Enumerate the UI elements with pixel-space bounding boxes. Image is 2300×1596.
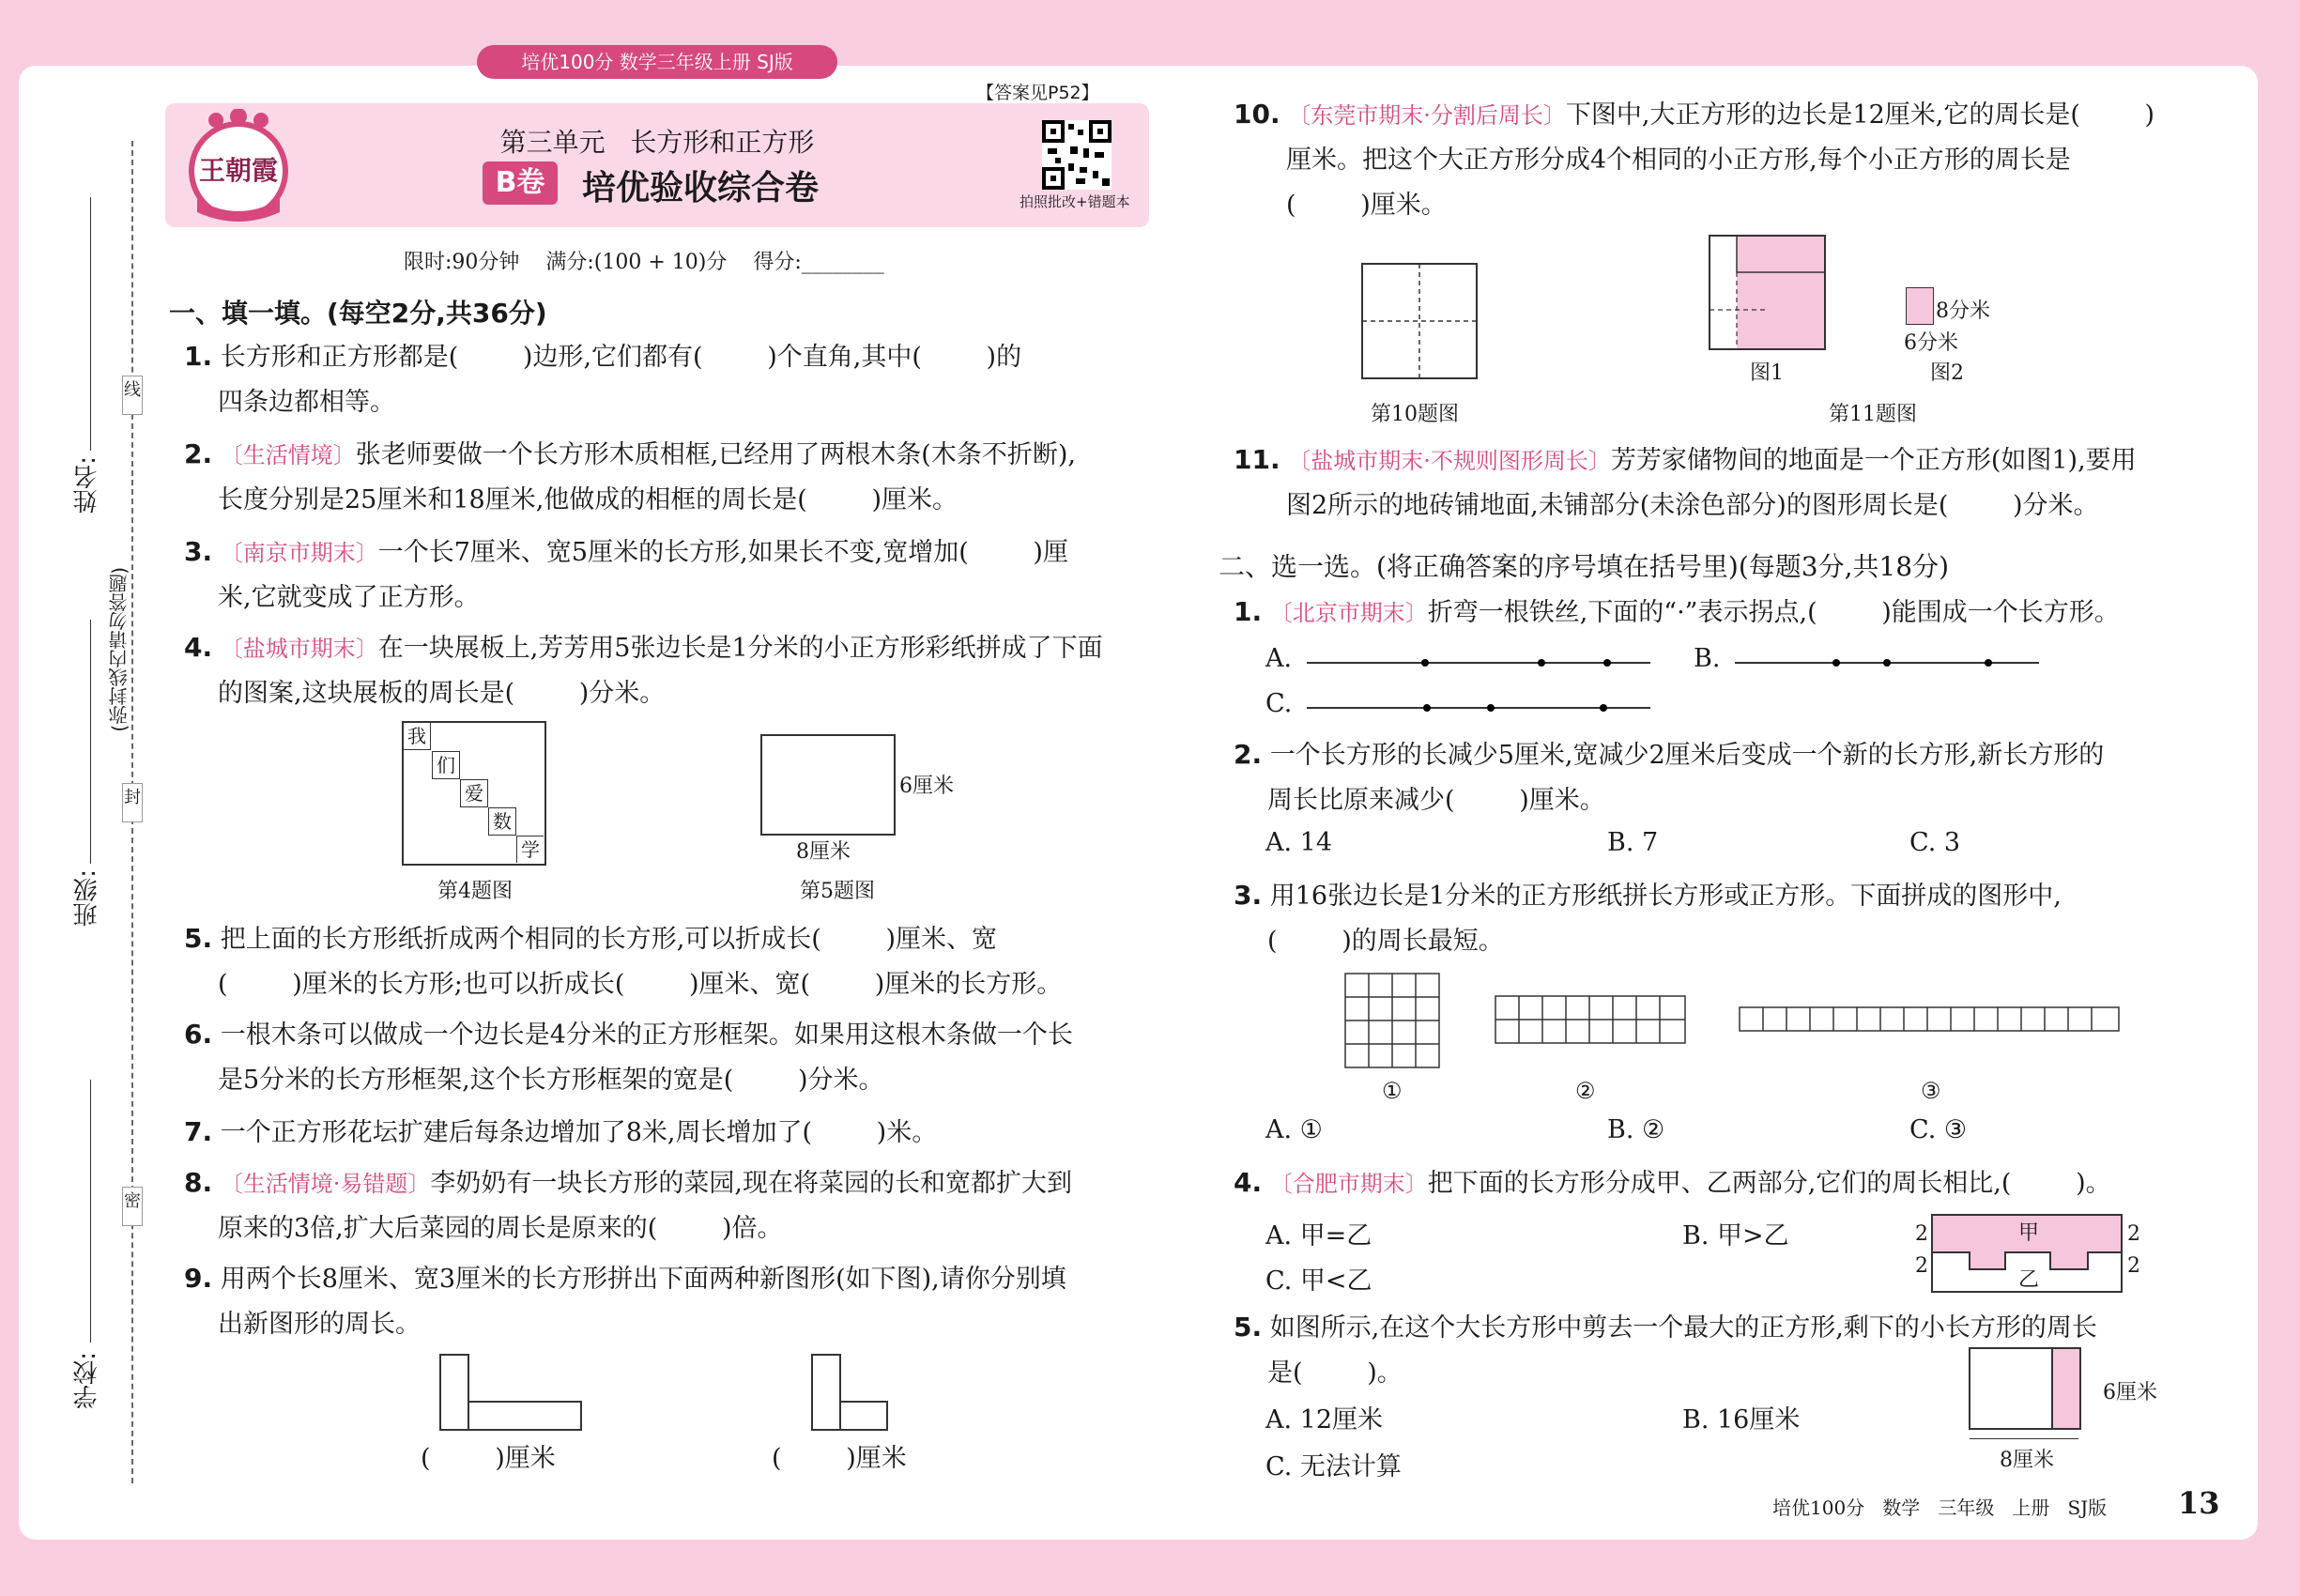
q1-number: 1.	[184, 341, 213, 372]
volume-label: B卷	[483, 161, 558, 205]
s2-q3-label-2: ②	[1575, 1078, 1596, 1104]
s2-q1-wire-a	[1307, 653, 1654, 676]
page-number: 13	[2178, 1485, 2220, 1521]
s2-q5-line1: 如图所示,在这个大长方形中剪去一个最大的正方形,剩下的小长方形的周长	[1269, 1313, 2097, 1343]
q2-number: 2.	[184, 438, 213, 469]
q2-tag: 〔生活情境〕	[220, 442, 356, 468]
s2-q1-wire-c	[1307, 698, 1654, 721]
q9-answer-1[interactable]: ( )厘米	[421, 1444, 556, 1473]
name-label: 姓名:	[73, 456, 101, 514]
fig5-bottom-label: 8厘米	[796, 840, 851, 864]
q6-number: 6.	[184, 1019, 213, 1050]
q6	[184, 1012, 1073, 1103]
s2-q4-dim-right-top: 2	[2127, 1222, 2140, 1246]
q2-line1: 张老师要做一个长方形木质相框,已经用了两根木条(木条不折断),	[355, 440, 1076, 469]
s2-q4-option-a[interactable]: A. 甲=乙	[1265, 1221, 1372, 1251]
answer-reference: 【答案见P52】	[976, 83, 1099, 103]
q10-number: 10.	[1234, 99, 1280, 130]
q9	[184, 1256, 1066, 1347]
q11-tile	[1906, 287, 1934, 325]
q11-tile-height: 8分米	[1936, 299, 1990, 323]
unit-title: 第三单元 长方形和正方形	[499, 127, 815, 158]
q10-line1: 下图中,大正方形的边长是12厘米,它的周长是( )	[1565, 100, 2155, 130]
q9-number: 9.	[184, 1263, 213, 1294]
s2-q3-figure-3	[1739, 1006, 2122, 1038]
s2-q3-line1: 用16张边长是1分米的正方形纸拼长方形或正方形。下面拼成的图形中,	[1269, 882, 2062, 911]
s2-q5-bottom-dimension	[1970, 1438, 2078, 1439]
q8-line2: 原来的3倍,扩大后菜园的周长是原来的( )倍。	[218, 1214, 783, 1243]
s2-q1-line1: 折弯一根铁丝,下面的“·”表示拐点,( )能围成一个长方形。	[1427, 598, 2120, 627]
q11	[1234, 437, 2137, 529]
s2-q2-number: 2.	[1234, 739, 1263, 770]
s2-q3-option-c[interactable]: C. ③	[1909, 1115, 1968, 1144]
q5-line2: ( )厘米的长方形;也可以折成长( )厘米、宽( )厘米的长方形。	[218, 970, 1063, 999]
q7	[184, 1110, 937, 1156]
q10	[1234, 92, 2154, 228]
s2-q1-tag: 〔北京市期末〕	[1269, 600, 1428, 626]
q2	[184, 432, 1076, 523]
fig4-cell-2: 们	[432, 751, 460, 779]
q3-number: 3.	[184, 536, 213, 567]
s2-q2-option-b[interactable]: B. 7	[1607, 828, 1659, 857]
fig4-caption: 第4题图	[437, 880, 513, 903]
figure-q5-rect	[760, 734, 896, 836]
qr-code[interactable]	[1042, 120, 1112, 190]
q10-line2: 厘米。把这个大正方形分成4个相同的小正方形,每个小正方形的周长是	[1286, 146, 2071, 175]
s2-q2-line1: 一个长方形的长减少5厘米,宽减少2厘米后变成一个新的长方形,新长方形的	[1269, 741, 2105, 770]
s2-q5-line2: 是( )。	[1267, 1358, 1403, 1388]
s2-q1	[1234, 590, 2120, 636]
q4-line2: 的图案,这块展板的周长是( )分米。	[218, 679, 666, 708]
q8	[184, 1160, 1072, 1251]
figure-q4	[402, 721, 546, 866]
s2-q3-option-b[interactable]: B. ②	[1607, 1115, 1665, 1144]
q8-tag: 〔生活情境·易错题〕	[220, 1171, 431, 1197]
qr-caption: 拍照批改+错题本	[1020, 193, 1130, 210]
s2-q5-side-label: 6厘米	[2103, 1381, 2157, 1404]
footer-text: 培优100分 数学 三年级 上册 SJ版	[1772, 1496, 2108, 1519]
s2-q4-option-b[interactable]: B. 甲>乙	[1682, 1221, 1789, 1251]
q4-tag: 〔盐城市期末〕	[220, 636, 378, 662]
school-label: 学校:	[73, 1352, 101, 1409]
q2-line2: 长度分别是25厘米和18厘米,他做成的相框的周长是( )厘米。	[218, 485, 958, 514]
s2-q3-figure-1	[1344, 973, 1442, 1074]
q5-line1: 把上面的长方形纸折成两个相同的长方形,可以折成长( )厘米、宽	[220, 925, 998, 954]
s2-q3-line2: ( )的周长最短。	[1267, 927, 1504, 956]
q10-tag: 〔东莞市期末·分割后周长〕	[1288, 102, 1566, 129]
q8-line1: 李奶奶有一块长方形的菜园,现在将菜园的长和宽都扩大到	[430, 1169, 1072, 1198]
logo-text: 王朝霞	[198, 155, 278, 186]
q11-number: 11.	[1234, 444, 1280, 475]
school-underline	[90, 1080, 91, 1343]
s2-q4-tag: 〔合肥市期末〕	[1269, 1171, 1428, 1197]
s2-q2-line2: 周长比原来减少( )厘米。	[1267, 786, 1605, 815]
q10-figure	[1361, 263, 1480, 385]
q9-answer-2[interactable]: ( )厘米	[772, 1444, 907, 1473]
fig4-cell-1: 我	[404, 723, 431, 750]
meta-line: 限时:90分钟 满分:(100 + 10)分 得分:________	[404, 251, 884, 274]
q3-line1: 一个长7厘米、宽5厘米的长方形,如果长不变,宽增加( )厘	[377, 538, 1068, 567]
s2-q4-jia: 甲	[2018, 1221, 2040, 1245]
q7-line1: 一个正方形花坛扩建后每条边增加了8米,周长增加了( )米。	[220, 1118, 938, 1147]
s2-q4-yi: 乙	[2018, 1268, 2040, 1292]
q1-line1: 长方形和正方形都是( )边形,它们都有( )个直角,其中( )的	[220, 343, 1022, 372]
fig5-side-label: 6厘米	[899, 775, 954, 798]
q11-line2: 图2所示的地砖铺地面,未铺部分(未涂色部分)的图形周长是( )分米。	[1286, 491, 2099, 520]
s2-q2-option-c[interactable]: C. 3	[1909, 828, 1961, 857]
fig4-cell-3: 爱	[460, 779, 488, 807]
s2-q2	[1234, 732, 2104, 823]
q9-line1: 用两个长8厘米、宽3厘米的长方形拼出下面两种新图形(如下图),请你分别填	[220, 1265, 1066, 1294]
q6-line1: 一根木条可以做成一个边长是4分米的正方形框架。如果用这根木条做一个长	[220, 1021, 1073, 1050]
s2-q5-option-b[interactable]: B. 16厘米	[1682, 1405, 1801, 1435]
name-underline	[90, 197, 91, 451]
s2-q1-wire-b	[1735, 653, 2045, 676]
fig4-cell-4: 数	[488, 807, 516, 836]
q4-line1: 在一块展板上,芳芳用5张边长是1分米的小正方形彩纸拼成了下面	[377, 634, 1103, 663]
q11-figure-1	[1709, 235, 1827, 355]
q11-fig2-label: 图2	[1930, 361, 1964, 385]
q3	[184, 529, 1068, 621]
q11-line1: 芳芳家储物间的地面是一个正方形(如图1),要用	[1610, 446, 2137, 475]
top-band: 培优100分 数学三年级上册 SJ版	[477, 45, 837, 79]
seal-mark-xian: 线	[122, 376, 143, 415]
seal-note: (弥封线内请勿答题)	[108, 567, 130, 732]
q11-tag: 〔盐城市期末·不规则图形周长〕	[1288, 448, 1611, 474]
q11-fig1-label: 图1	[1750, 361, 1784, 385]
q3-tag: 〔南京市期末〕	[220, 540, 378, 566]
s2-q4-option-c[interactable]: C. 甲<乙	[1265, 1266, 1372, 1296]
q5-number: 5.	[184, 923, 213, 954]
s2-q3	[1234, 873, 2062, 964]
q9-line2: 出新图形的周长。	[218, 1310, 421, 1339]
s2-q5-number: 5.	[1234, 1312, 1263, 1343]
s2-q3-figure-2	[1495, 995, 1688, 1050]
s2-q4-line1: 把下面的长方形分成甲、乙两部分,它们的周长相比,( )。	[1427, 1169, 2111, 1198]
q10-line3: ( )厘米。	[1286, 191, 1447, 220]
s2-q3-option-a[interactable]: A. ①	[1265, 1115, 1323, 1144]
q7-number: 7.	[184, 1116, 213, 1147]
q5	[184, 916, 1062, 1007]
s2-q3-label-3: ③	[1921, 1078, 1941, 1104]
s2-q2-option-a[interactable]: A. 14	[1265, 828, 1333, 857]
s2-q4-dim-left-top: 2	[1915, 1222, 1928, 1246]
q11-caption: 第11题图	[1829, 403, 1917, 426]
s2-q5-bottom-label: 8厘米	[2000, 1449, 2054, 1472]
q10-caption: 第10题图	[1371, 403, 1459, 426]
q3-line2: 米,它就变成了正方形。	[218, 583, 480, 612]
s2-q1-option-b[interactable]: B.	[1694, 644, 1721, 673]
exam-title: 培优验收综合卷	[582, 169, 820, 207]
fig4-cell-5: 学	[516, 836, 544, 863]
q11-tile-width: 6分米	[1904, 331, 1958, 355]
q9-figure-2	[811, 1354, 905, 1436]
s2-q4-dim-right-bottom: 2	[2127, 1254, 2140, 1278]
s2-q3-label-1: ①	[1382, 1078, 1403, 1104]
q8-number: 8.	[184, 1167, 213, 1198]
s2-q3-number: 3.	[1234, 880, 1263, 911]
s2-q1-number: 1.	[1234, 596, 1263, 627]
section2-title: 二、选一选。(将正确答案的序号填在括号里)(每题3分,共18分)	[1219, 551, 1950, 582]
s2-q5-option-a[interactable]: A. 12厘米	[1265, 1405, 1384, 1435]
q4-number: 4.	[184, 632, 213, 663]
s2-q5-figure	[1968, 1346, 2084, 1436]
seal-mark-feng: 封	[122, 783, 143, 822]
fig5-caption: 第5题图	[800, 880, 875, 903]
q9-figure-1	[439, 1354, 608, 1436]
section1-title: 一、填一填。(每空2分,共36分)	[169, 298, 547, 329]
s2-q4-number: 4.	[1234, 1167, 1263, 1198]
seal-mark-mi: 密	[122, 1187, 143, 1226]
s2-q1-option-c[interactable]: C.	[1265, 689, 1293, 718]
class-label: 班级:	[73, 869, 101, 927]
q6-line2: 是5分米的长方形框架,这个长方形框架的宽是( )分米。	[218, 1066, 884, 1095]
q1-line2: 四条边都相等。	[218, 388, 395, 417]
s2-q1-option-a[interactable]: A.	[1265, 644, 1293, 673]
q1	[184, 334, 1021, 425]
s2-q5-option-c[interactable]: C. 无法计算	[1265, 1452, 1402, 1481]
s2-q4	[1234, 1160, 2111, 1206]
s2-q4-dim-left-bottom: 2	[1915, 1254, 1928, 1278]
q4	[184, 625, 1103, 716]
class-underline	[90, 620, 91, 864]
